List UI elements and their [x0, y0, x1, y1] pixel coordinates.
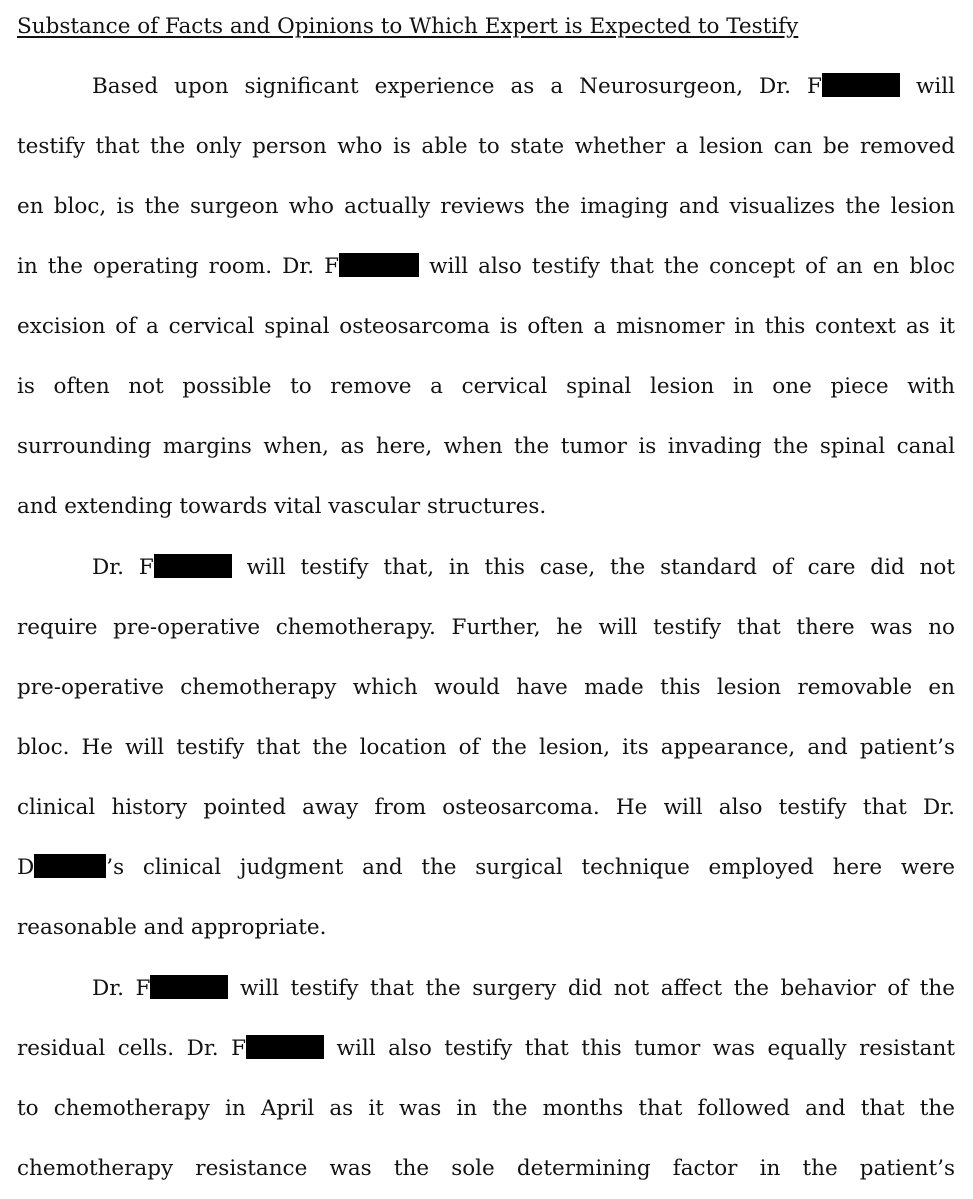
line-text: Dr. F	[92, 976, 151, 1001]
line-text: clinical history pointed away from osteosarcoma. He will also testify that Dr.	[17, 795, 955, 820]
section-heading	[17, 12, 955, 42]
paragraph-2-line-6	[17, 853, 955, 883]
line-text: in the operating room. Dr. F	[17, 254, 340, 279]
paragraph-1-line-3	[17, 192, 955, 222]
redaction-box	[34, 854, 106, 878]
line-text: is often not possible to remove a cervical spinal lesion in one piece with	[17, 374, 955, 399]
paragraph-1-line-6	[17, 372, 955, 402]
redaction-box	[150, 975, 228, 999]
line-text: will testify that, in this case, the standard of care did not	[231, 555, 955, 580]
line-text: will also testify that the concept of an en bloc	[419, 254, 955, 279]
line-text: will also testify that this tumor was equally resistant	[324, 1036, 955, 1061]
line-text: testify that the only person who is able to state whether a lesion can be removed	[17, 134, 955, 159]
line-text: Dr. F	[92, 555, 154, 580]
line-text: require pre-operative chemotherapy. Further, he will testify that there was no	[17, 615, 955, 640]
line-text: en bloc, is the surgeon who actually reviews the imaging and visualizes the lesion	[17, 194, 955, 219]
line-text: will	[899, 74, 955, 99]
line-text: ’s clinical judgment and the surgical technique employed here were	[106, 855, 955, 880]
paragraph-1-line-1	[92, 72, 955, 102]
line-text: excision of a cervical spinal osteosarcoma is often a misnomer in this context as it	[17, 314, 955, 339]
redaction-box	[339, 253, 419, 277]
paragraph-2-line-7	[17, 913, 955, 943]
paragraph-1-line-2	[17, 132, 955, 162]
paragraph-2-line-1	[92, 553, 955, 583]
line-text: and extending towards vital vascular structures.	[17, 494, 547, 519]
line-text: to chemotherapy in April as it was in the months that followed and that the	[17, 1096, 955, 1121]
section-heading-text: Substance of Facts and Opinions to Which Expert is Expected to Testify	[17, 14, 799, 39]
paragraph-1-line-4	[17, 252, 955, 282]
paragraph-3-line-1	[92, 974, 955, 1004]
paragraph-3-line-3	[17, 1094, 955, 1124]
line-text: pre-operative chemotherapy which would have made this lesion removable en	[17, 675, 955, 700]
line-text: bloc. He will testify that the location of the lesion, its appearance, and patient’s	[17, 735, 955, 760]
line-text: D	[17, 855, 35, 880]
redaction-box	[246, 1035, 324, 1059]
line-text: chemotherapy resistance was the sole determining factor in the patient’s	[17, 1156, 955, 1181]
paragraph-2-line-3	[17, 673, 955, 703]
line-text: reasonable and appropriate.	[17, 915, 327, 940]
paragraph-1-line-5	[17, 312, 955, 342]
line-text: Based upon significant experience as a Neurosurgeon, Dr. F	[92, 74, 822, 99]
paragraph-2-line-5	[17, 793, 955, 823]
paragraph-3-line-4	[17, 1154, 955, 1184]
paragraph-1-line-8	[17, 492, 955, 522]
paragraph-1-line-7	[17, 432, 955, 462]
paragraph-2-line-4	[17, 733, 955, 763]
redaction-box	[154, 554, 232, 578]
paragraph-2-line-2	[17, 613, 955, 643]
redaction-box	[822, 73, 900, 97]
line-text: surrounding margins when, as here, when the tumor is invading the spinal canal	[17, 434, 955, 459]
line-text: residual cells. Dr. F	[17, 1036, 247, 1061]
paragraph-3-line-2	[17, 1034, 955, 1064]
line-text: will testify that the surgery did not affect the behavior of the	[228, 976, 955, 1001]
